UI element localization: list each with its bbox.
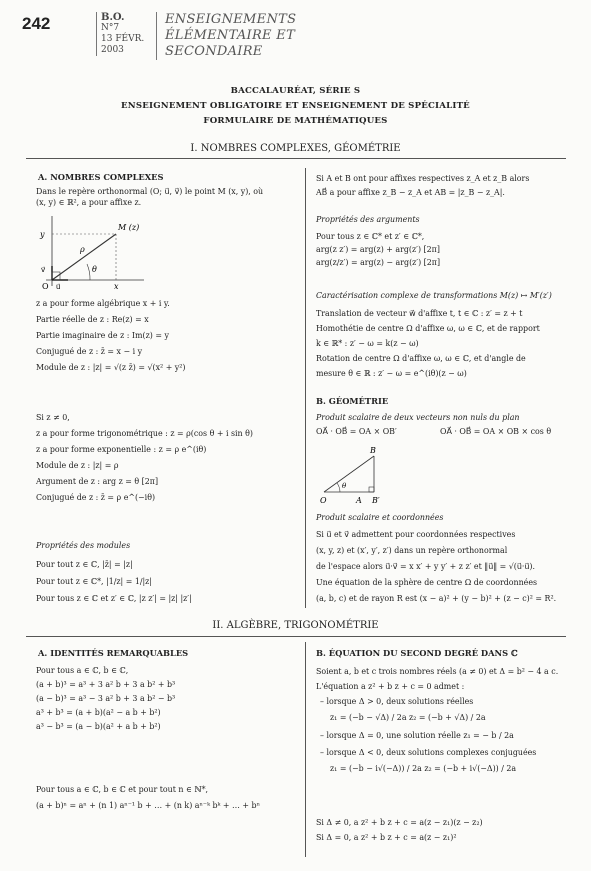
b-label: B — [370, 446, 376, 455]
affix-intro-line2: AB⃗ a pour affixe z_B − z_A et AB = |z_B − z_A|. — [316, 188, 505, 197]
section-2-title: II. ALGÈBRE, TRIGONOMÉTRIE — [212, 620, 379, 631]
complex-intro-line1: Dans le repère orthonormal (O; u⃗, v⃗) le point M (x, y), où — [36, 187, 264, 196]
enseignements-title — [156, 12, 296, 60]
modulus-props — [36, 556, 192, 607]
imaginary-part: Partie imaginaire de z : Im(z) = y — [36, 331, 169, 340]
theta-arc — [87, 264, 90, 280]
quadratic-heading: B. ÉQUATION DU SECOND DEGRÉ DANS ℂ — [316, 648, 518, 658]
rotation-1: Rotation de centre Ω d'affixe ω, ω ∈ ℂ, et d'angle de — [316, 354, 526, 363]
segment-ob — [324, 456, 374, 492]
title-enseignement: ENSEIGNEMENT OBLIGATOIRE ET ENSEIGNEMENT DE SPÉCIALITÉ — [121, 101, 470, 111]
modulus-props-heading: Propriétés des modules — [36, 541, 131, 550]
factorization-double: Si Δ = 0, a z² + b z + c = a(z − z₁)² — [316, 833, 457, 842]
arg-props — [316, 230, 440, 269]
quadratic-intro2: L'équation a z² + b z + c = 0 admet : — [316, 682, 465, 691]
homothety-2: k ∈ ℝ* : z′ − ω = k(z − ω) — [316, 339, 419, 348]
identity-sum-cubes: a³ + b³ = (a + b)(a² − a b + b²) — [36, 708, 161, 717]
affix-intro — [316, 172, 529, 200]
complex-plane-figure — [38, 212, 148, 290]
modulus-segment — [52, 234, 116, 280]
real-part: Partie réelle de z : Re(z) = x — [36, 315, 149, 324]
binomial-block — [36, 782, 260, 814]
x-label: x — [114, 282, 119, 290]
y-label: y — [40, 230, 45, 239]
affix-intro-line1: Si A et B ont pour affixes respectives z_A et z_B alors — [316, 174, 530, 183]
modulus-prop-3: Pour tous z ∈ ℂ et z′ ∈ ℂ, |z z′| = |z| |z′| — [36, 594, 192, 603]
u-label: u⃗ — [56, 283, 61, 290]
origin-label: O — [42, 282, 49, 290]
binomial-intro: Pour tous a ∈ ℂ, b ∈ ℂ et pour tout n ∈ ℕ*, — [36, 785, 209, 794]
quadratic-block — [316, 664, 558, 778]
quadratic-case-positive-solutions: z₁ = (−b − √Δ) / 2a z₂ = (−b + √Δ) / 2a — [330, 713, 486, 722]
a-label: A — [356, 496, 362, 505]
page-number: 242 — [22, 14, 51, 33]
exp-form: z a pour forme exponentielle : z = ρ e^(iθ) — [36, 445, 207, 454]
arg-prop-3: arg(z/z′) = arg(z) − arg(z′) [2π] — [316, 258, 441, 267]
identity-intro: Pour tous a ∈ ℂ, b ∈ ℂ, — [36, 666, 129, 675]
bo-date: 13 FÉVR. — [101, 34, 145, 44]
enseignements-line3: SECONDAIRE — [165, 44, 263, 59]
bo-year: 2003 — [101, 45, 124, 55]
scalar-formula-projection: OA⃗ · OB⃗ = OA × OB′ — [316, 427, 397, 436]
scalar-heading: Produit scalaire de deux vecteurs non nuls du plan — [316, 413, 520, 422]
conjugate: Conjugué de z : z̄ = x − i y — [36, 347, 143, 356]
coord-line4: Une équation de la sphère de centre Ω de coordonnées — [316, 578, 538, 587]
algebraic-form-block — [36, 296, 186, 376]
rotation-2: mesure θ ∈ ℝ : z′ − ω = e^(iθ)(z − ω) — [316, 369, 467, 378]
v-label: v⃗ — [41, 266, 46, 274]
coord-line5: (a, b, c) et de rayon R est (x − a)² + (y − b)² + (z − c)² = R². — [316, 594, 557, 603]
geometry-heading: B. GÉOMÉTRIE — [316, 396, 389, 406]
complex-intro — [36, 186, 263, 208]
enseignements-line1: ENSEIGNEMENTS — [165, 12, 297, 27]
o-label: O — [320, 496, 327, 505]
quadratic-case-zero: – lorsque Δ = 0, une solution réelle z₁ = − b / 2a — [320, 731, 514, 740]
identity-cube-sum: (a + b)³ = a³ + 3 a² b + 3 a b² + b³ — [36, 680, 176, 689]
identities-block — [36, 664, 175, 734]
modulus-prop-2: Pour tout z ∈ ℂ*, |1/z| = 1/|z| — [36, 577, 152, 586]
scalar-product-figure — [318, 444, 388, 508]
arg-prop-1: Pour tous z ∈ ℂ* et z′ ∈ ℂ*, — [316, 232, 425, 241]
bo-issue: N°7 — [101, 23, 120, 33]
scalar-formula-cosine: OA⃗ · OB⃗ = OA × OB × cos θ — [440, 427, 552, 436]
column-divider-1 — [305, 168, 306, 608]
argument-theta: Argument de z : arg z = θ [2π] — [36, 477, 159, 486]
arg-prop-2: arg(z z′) = arg(z) + arg(z′) [2π] — [316, 245, 440, 254]
section-1-title: I. NOMBRES COMPLEXES, GÉOMÉTRIE — [190, 143, 401, 154]
title-bac: BACCALAURÉAT, SÉRIE S — [230, 86, 361, 96]
coord-heading: Produit scalaire et coordonnées — [316, 513, 444, 522]
transforms — [316, 306, 540, 381]
theta-label: θ — [92, 265, 97, 274]
modulus-prop-1: Pour tout z ∈ ℂ, |z̄| = |z| — [36, 560, 133, 569]
homothety-1: Homothétie de centre Ω d'affixe ω, ω ∈ ℂ, et de rapport — [316, 324, 540, 333]
quadratic-case-negative-solutions: z₁ = (−b − i√(−Δ)) / 2a z₂ = (−b + i√(−Δ)) / 2a — [330, 764, 517, 773]
complex-intro-line2: (x, y) ∈ ℝ², a pour affixe z. — [36, 198, 142, 207]
enseignements-line2: ÉLÉMENTAIRE ET — [165, 28, 296, 43]
theta-arc-2 — [337, 483, 340, 492]
right-angle — [369, 487, 374, 492]
theta-label-2: θ — [342, 482, 347, 490]
quadratic-intro1: Soient a, b et c trois nombres réels (a ≠ 0) et Δ = b² − 4 a c. — [316, 667, 559, 676]
trig-form-block — [36, 410, 253, 506]
module-rho: Module de z : |z| = ρ — [36, 461, 119, 470]
coord-line3: de l'espace alors u⃗·v⃗ = x x′ + y y′ + z z′ et ‖u⃗‖ = √(u⃗·u⃗). — [316, 562, 535, 571]
bo-reference — [96, 12, 144, 56]
z-nonzero: Si z ≠ 0, — [36, 413, 70, 422]
quadratic-case-positive: – lorsque Δ > 0, deux solutions réelles — [320, 697, 474, 706]
trig-form: z a pour forme trigonométrique : z = ρ(cos θ + i sin θ) — [36, 429, 253, 438]
coord-line1: Si u⃗ et v⃗ admettent pour coordonnées respectives — [316, 530, 516, 539]
identity-diff-cubes: a³ − b³ = (a − b)(a² + a b + b²) — [36, 722, 161, 731]
column-divider-2 — [305, 642, 306, 857]
coord-line2: (x, y, z) et (x′, y′, z′) dans un repère orthonormal — [316, 546, 508, 555]
quadratic-case-negative: – lorsque Δ < 0, deux solutions complexes conjuguées — [320, 748, 537, 757]
mz-label: M (z) — [118, 223, 140, 232]
section-2-rule — [26, 636, 566, 637]
section-1-rule — [26, 158, 566, 159]
bo-title: B.O. — [101, 12, 125, 23]
rho-label: ρ — [80, 245, 85, 254]
modulus: Module de z : |z| = √(z z̄) = √(x² + y²) — [36, 363, 186, 372]
binomial-formula: (a + b)ⁿ = aⁿ + (n 1) aⁿ⁻¹ b + … + (n k) aⁿ⁻ᵏ bᵏ + … + bⁿ — [36, 801, 261, 810]
identities-heading: A. IDENTITÉS REMARQUABLES — [38, 648, 189, 658]
transform-heading: Caractérisation complexe de transformations M(z) ↦ M′(z′) — [316, 291, 552, 300]
factorization-distinct: Si Δ ≠ 0, a z² + b z + c = a(z − z₁)(z − z₂) — [316, 818, 483, 827]
arg-props-heading: Propriétés des arguments — [316, 215, 420, 224]
translation: Translation de vecteur w⃗ d'affixe t, t ∈ ℂ : z′ = z + t — [316, 309, 523, 318]
factorization-block — [316, 815, 483, 845]
identity-cube-diff: (a − b)³ = a³ − 3 a² b + 3 a b² − b³ — [36, 694, 176, 703]
coord-block — [316, 527, 556, 607]
complex-heading: A. NOMBRES COMPLEXES — [38, 172, 164, 182]
conjugate-exp: Conjugué de z : z̄ = ρ e^(−iθ) — [36, 493, 156, 502]
title-formulaire: FORMULAIRE DE MATHÉMATIQUES — [203, 116, 388, 126]
algebraic-form: z a pour forme algébrique x + i y. — [36, 299, 170, 308]
bp-label: B′ — [372, 496, 380, 505]
